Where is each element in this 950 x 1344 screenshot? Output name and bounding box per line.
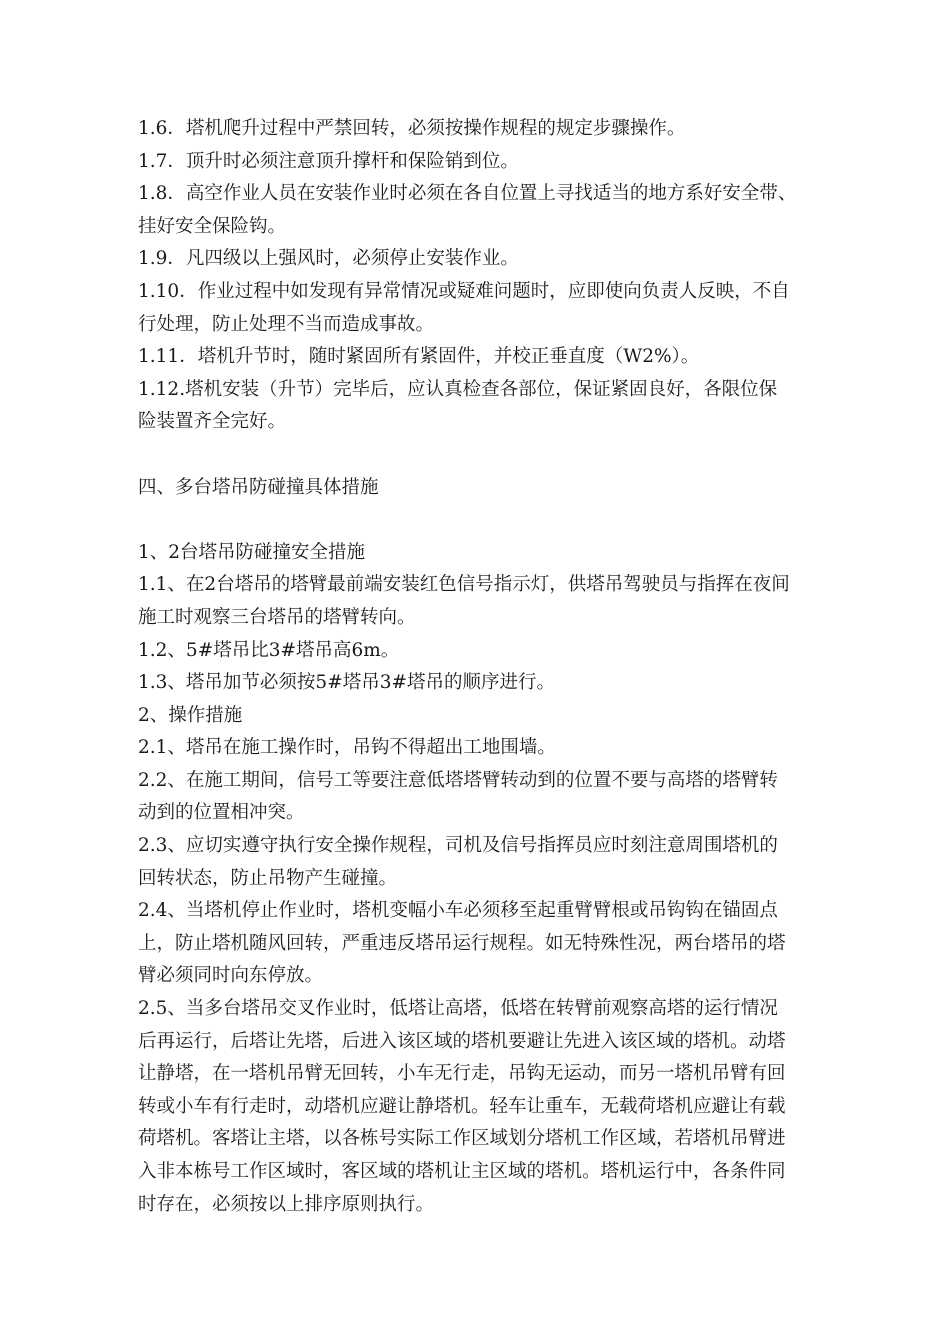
text-line: 1.2、5#塔吊比3#塔吊高6m。: [138, 639, 400, 661]
text-line: 险装置齐全完好。: [138, 411, 287, 433]
text-line: 臂必须同时向东停放。: [138, 965, 324, 987]
document-body: [138, 113, 818, 1221]
text-line: 2.1、塔吊在施工操作时，吊钩不得超出工地围墙。: [138, 737, 556, 759]
text-line: 1.1、在2台塔吊的塔臂最前端安装红色信号指示灯，供塔吊驾驶员与指挥在夜间: [138, 574, 790, 596]
text-line: 1.9．凡四级以上强风时，必须停止安装作业。: [138, 248, 519, 270]
text-line: 2.4、当塔机停止作业时，塔机变幅小车必须移至起重臂臂根或吊钩钩在锚固点: [138, 900, 778, 922]
text-line: 入非本栋号工作区域时，客区域的塔机让主区域的塔机。塔机运行中，各条件同: [138, 1161, 786, 1182]
text-line: 1.12.塔机安装（升节）完毕后，应认真检查各部位，保证紧固良好，各限位保: [138, 378, 778, 400]
blank-line: [138, 439, 818, 472]
text-line: 行处理，防止处理不当而造成事故。: [138, 313, 435, 335]
text-line: 1、2台塔吊防碰撞安全措施: [138, 541, 366, 563]
text-line: 1.3、塔吊加节必须按5#塔吊3#塔吊的顺序进行。: [138, 672, 555, 694]
text-line: 挂好安全保险钩。: [138, 215, 287, 237]
section-heading: 四、多台塔吊防碰撞具体措施: [138, 476, 379, 498]
text-line: 动到的位置相冲突。: [138, 802, 305, 824]
text-line: 后再运行，后塔让先塔，后进入该区域的塔机要避让先进入该区域的塔机。动塔: [138, 1030, 786, 1052]
text-line: 1.10．作业过程中如发现有异常情况或疑难问题时，应即使向负责人反映，不自: [138, 280, 790, 302]
text-line: 转或小车有行走时，动塔机应避让静塔机。轻车让重车，无载荷塔机应避让有载: [138, 1095, 786, 1117]
text-line: 2.2、在施工期间，信号工等要注意低塔塔臂转动到的位置不要与高塔的塔臂转: [138, 769, 778, 791]
text-line: 1.7．顶升时必须注意顶升撑杆和保险销到位。: [138, 150, 519, 172]
text-line: 荷塔机。客塔让主塔，以各栋号实际工作区域划分塔机工作区域，若塔机吊臂进: [138, 1128, 786, 1150]
text-line: 1.11．塔机升节时，随时紧固所有紧固件，并校正垂直度（W2%）。: [138, 346, 700, 368]
text-line: 2.5、当多台塔吊交叉作业时，低塔让高塔，低塔在转臂前观察高塔的运行情况: [138, 998, 778, 1020]
text-line: 2.3、应切实遵守执行安全操作规程，司机及信号指挥员应时刻注意周围塔机的: [138, 835, 778, 857]
text-line: 上，防止塔机随风回转，严重违反塔吊运行规程。如无特殊性况，两台塔吊的塔: [138, 932, 786, 954]
text-line: 让静塔，在一塔机吊臂无回转，小车无行走，吊钩无运动，而另一塔机吊臂有回: [138, 1063, 786, 1085]
text-line: 1.8．高空作业人员在安装作业时必须在各自位置上寻找适当的地方系好安全带、: [138, 183, 797, 205]
text-line: 施工时观察三台塔吊的塔臂转向。: [138, 606, 416, 628]
blank-line: [138, 504, 818, 537]
text-line: 1.6．塔机爬升过程中严禁回转，必须按操作规程的规定步骤操作。: [138, 118, 686, 139]
text-line: 2、操作措施: [138, 704, 243, 726]
text-line: 时存在，必须按以上排序原则执行。: [138, 1193, 435, 1215]
text-line: 回转状态，防止吊物产生碰撞。: [138, 867, 398, 889]
